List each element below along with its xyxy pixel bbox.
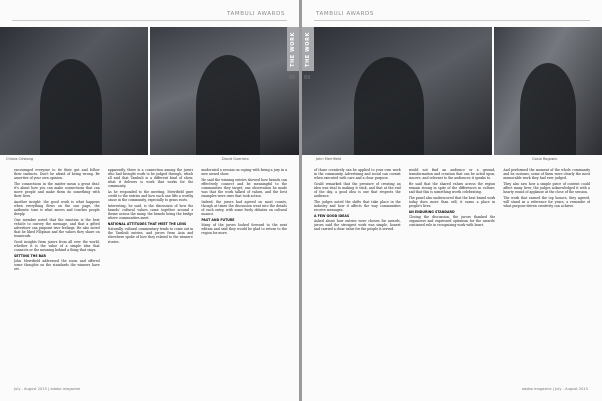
paragraph: Asked about how entries were chosen for awards, jurors said the strongest work was simple, honest and carried a clear value for the people it served. bbox=[314, 219, 401, 232]
paragraph: moderated a session on coping with being a jury in a new award show. bbox=[201, 168, 288, 177]
paragraph: As he responded to the meeting, Merrifield gave credit to the entries and how each one lifts a worthy cause in the community, especially to grass roots. bbox=[107, 189, 194, 203]
paragraph: John Merrifield addressed the room and offered some thoughts on the standards the winners have set. bbox=[14, 258, 100, 272]
article-columns bbox=[314, 168, 590, 377]
paragraph: He said that the shared values across the region remain strong in spite of the differences in culture, and that this is something worth celebrating. bbox=[408, 181, 496, 194]
article-column bbox=[314, 168, 401, 377]
paragraph: Good insights from jurors from all over the world, whether it is the value of a simple idea that connects or the meaning behind a thing that stays. bbox=[14, 239, 100, 252]
juror-photo bbox=[302, 27, 492, 155]
page-number: 89 bbox=[304, 75, 311, 81]
header-rule bbox=[12, 20, 287, 21]
paragraph: The connections in the matter mean a great deal: it's about how you can make connections that can move people and make them do something with their lives. bbox=[14, 181, 100, 199]
page-footer: July - August 2015 | adobo magazine bbox=[14, 387, 81, 391]
paragraph: And performed the moment of the whole community and its customs; some of them were clearly the most memorable work they had ever judged. bbox=[503, 168, 591, 181]
section-tab: THE WORK bbox=[287, 27, 299, 71]
paragraph: Another insight: the good work is what happens when everything flows on the one page, the authentic tone is what moves and touches people deeply. bbox=[14, 199, 100, 216]
page-footer: adobo magazine | July - August 2015 bbox=[521, 387, 588, 391]
subhead: AN ENDURING STANDARD bbox=[408, 209, 455, 214]
article-columns bbox=[14, 168, 287, 377]
paragraph: Naturally, cultural commentary tends to come out in the Tambuli entries, and jurors from Asia and elsewhere spoke of how they related to the winners' stories. bbox=[107, 227, 194, 244]
running-header: TAMBULI AWARDS bbox=[227, 11, 285, 17]
article-column bbox=[14, 168, 100, 377]
paragraph: Closing the discussion, the jurors thanked the organizers and expressed optimism for the awards' continued role in recognizing work with heart. bbox=[408, 214, 496, 228]
subhead: NATIONAL ATTITUDES THAT MEET THE LENS bbox=[107, 222, 187, 227]
photo-caption: Gosia Rogowic bbox=[532, 157, 558, 161]
header-rule bbox=[314, 20, 590, 21]
article-column bbox=[201, 168, 287, 377]
subhead: PAST AND FUTURE bbox=[201, 218, 235, 223]
photo-caption: David Guerrero bbox=[222, 157, 249, 161]
juror-photo bbox=[150, 27, 299, 155]
photo-caption: John Merrifield bbox=[316, 157, 342, 161]
left-page bbox=[0, 0, 299, 401]
subhead: SETTING THE BAR bbox=[14, 253, 46, 258]
article-column bbox=[503, 168, 590, 377]
photo-caption: Chiara Cristong bbox=[6, 157, 34, 161]
right-page bbox=[302, 0, 602, 401]
paragraph: One member noted that the emotion is the best vehicle to convey the message, and that a gifted advertiser can pinpoint true feelings. He also noted that he liked Filipinos and the values they share on teamwork. bbox=[14, 217, 100, 238]
paragraph: apparently, there is a connection among the jurors who had brought work to be judged through, which all said that Tambuli is a different kind of show; what it delivers is work that works for the community. bbox=[107, 168, 194, 189]
running-header: TAMBULI AWARDS bbox=[316, 11, 374, 17]
juror-photo bbox=[0, 27, 148, 155]
paragraph: The work that earned the top honors, they agreed, will stand as a reference for years, a reminder of what purpose-driven creativity can achieve. bbox=[503, 195, 591, 208]
paragraph: encouraged everyone to tie their gut and follow their instincts. Don't be afraid of being wrong. Be assertive of your own opinion. bbox=[14, 168, 100, 181]
paragraph: Gould remarked that the pressure of creating an idea was vital to making it stick, and that at the end of the day, a good idea is one that respects the audience. bbox=[314, 181, 401, 199]
subhead: A FEW GOOD IDEAS bbox=[314, 213, 350, 218]
article-column bbox=[108, 168, 194, 377]
paragraph: would not find an audience or a ground, transformation and creation that can be acted upon, sincere, and relevant to the audiences it speaks to. bbox=[408, 168, 496, 181]
paragraph: Interesting, he said, is the discussion of how the brands' cultural values came together around a theme across the many, the brands being the bridge where communities meet. bbox=[107, 203, 194, 221]
paragraph: The judges noted the shifts that take place in the industry and how it affects the way communities receive messages. bbox=[314, 199, 401, 212]
article-column bbox=[409, 168, 496, 377]
paragraph: of those creatively can be applied to your own work in the community. Advertising and social can coexist when executed with care and a clear purpose. bbox=[314, 168, 401, 181]
juror-photo bbox=[494, 27, 602, 155]
paragraph: They also saw how a simple piece of content could affect many lives; the judges acknowledged it with a hearty round of applause at the close of the session. bbox=[503, 181, 591, 194]
paragraph: The panel also underscored that the best brand work today does more than sell; it earns a place in people's lives. bbox=[408, 195, 496, 208]
section-tab: THE WORK bbox=[302, 27, 314, 71]
paragraph: Many of the jurors looked forward to the next edition and said they would be glad to return to the region for more. bbox=[201, 223, 288, 236]
paragraph: He said the winning entries showed how brands can effectively connect and be meaningful to the communities they target; one observation he made was that the work talked of values, and the best examples were ones that took action. bbox=[201, 177, 288, 199]
page-number: 88 bbox=[289, 75, 296, 81]
paragraph: Indeed, the jurors had agreed on most counts, though at times the discussion went into the details of each entry, with some lively debates on cultural nuance. bbox=[201, 199, 288, 216]
